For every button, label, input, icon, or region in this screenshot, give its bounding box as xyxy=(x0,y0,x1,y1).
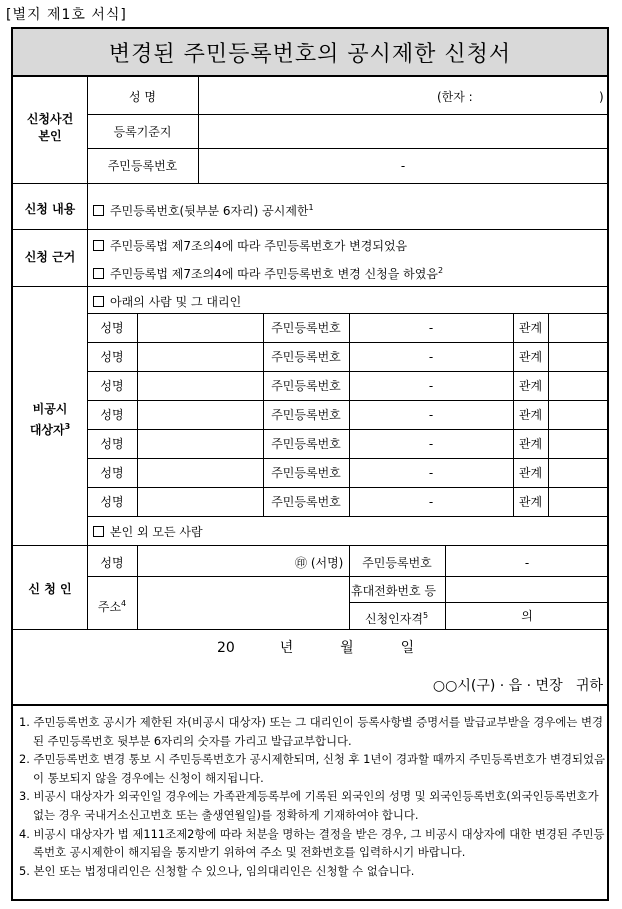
basis-item-2[interactable] xyxy=(93,264,443,281)
option-below-persons[interactable] xyxy=(93,295,241,309)
content-item-text: 주민등록번호(뒷부분 6자리) 공시제한 xyxy=(110,204,309,218)
nd-row-rrn-dash: - xyxy=(428,495,434,509)
nd-row-rrn-field[interactable] xyxy=(350,343,512,370)
rrn-field[interactable] xyxy=(199,149,607,182)
nd-row-name-label: 성명 xyxy=(100,321,124,335)
nd-row-relation-label: 관계 xyxy=(518,437,543,451)
form-number: [별지 제1호 서식] xyxy=(6,7,127,23)
nd-row-name-label: 성명 xyxy=(100,495,124,509)
nd-row-name-field[interactable] xyxy=(138,372,262,399)
option-below-text: 아래의 사람 및 그 대리인 xyxy=(110,295,242,309)
applicant-section-label: 신청사건 본인 xyxy=(26,112,74,143)
nd-row-relation-label: 관계 xyxy=(518,321,543,335)
nd-row-name-label: 성명 xyxy=(100,466,124,480)
nd-row-name-field[interactable] xyxy=(138,401,262,428)
nd-row-rrn-dash: - xyxy=(428,379,434,393)
name-field[interactable] xyxy=(199,78,429,114)
note-2: 2. 주민등록번호 변경 통보 시 주민등록번호가 공시제한되며, 신청 후 1년이 경과할 때까지 주민등록번호가 변경되었음이 통보되지 않을 경우에는 신청이 해지됩니다. xyxy=(19,752,605,785)
nd-row-name-field[interactable] xyxy=(138,459,262,486)
option-all-checkbox[interactable] xyxy=(93,526,104,537)
hanja-close: ) xyxy=(599,90,604,104)
requester-name-field[interactable] xyxy=(139,545,289,575)
nd-row-rrn-label: 주민등록번호 xyxy=(271,350,341,364)
nd-row-relation-label: 관계 xyxy=(518,466,543,480)
nd-row-relation-field[interactable] xyxy=(549,401,607,428)
note-3: 3. 비공시 대상자가 외국인일 경우에는 가족관계등록부에 기록된 외국인의 성명 및 외국인등록번호(외국인등록번호가 없는 경우 국내거소신고번호 또는 출생연월일)를 정확하게 기재하여야 합니다. xyxy=(19,789,599,822)
notes xyxy=(19,713,607,880)
nd-row-rrn-label: 주민등록번호 xyxy=(271,437,341,451)
date-line xyxy=(217,641,414,655)
nd-row-relation-field[interactable] xyxy=(549,372,607,399)
basis-item-1[interactable] xyxy=(93,239,407,253)
seal-signature: ㊞ (서명) xyxy=(295,556,344,570)
nd-row-relation-label: 관계 xyxy=(518,379,543,393)
date-day-label: 일 xyxy=(400,640,415,656)
nd-row-name-label: 성명 xyxy=(100,437,124,451)
nondisclosure-section-label: 비공시 대상자$^3$ xyxy=(29,402,71,437)
domicile-field[interactable] xyxy=(199,115,607,148)
note-ref-3: 3 xyxy=(64,422,71,431)
nd-row-name-label: 성명 xyxy=(100,408,124,422)
qualification-value: 의 xyxy=(521,609,533,623)
note-ref-1: 1 xyxy=(308,203,314,212)
note-5: 5. 본인 또는 법정대리인은 신청할 수 있으나, 임의대리인은 신청할 수 없습니다. xyxy=(19,863,415,878)
basis-item-1-text: 주민등록법 제7조의4에 따라 주민등록번호가 변경되었음 xyxy=(110,239,408,253)
nd-row-rrn-label: 주민등록번호 xyxy=(271,321,341,335)
nd-row-relation-label: 관계 xyxy=(518,350,543,364)
nd-row-relation-field[interactable] xyxy=(549,314,607,341)
nd-row-rrn-label: 주민등록번호 xyxy=(271,495,341,509)
nd-row-relation-label: 관계 xyxy=(518,408,543,422)
nd-row-rrn-field[interactable] xyxy=(350,401,512,428)
rrn-label: 주민등록번호 xyxy=(107,159,178,173)
basis-checkbox-1[interactable] xyxy=(93,240,104,251)
nd-row-rrn-dash: - xyxy=(428,408,434,422)
note-ref-2: 2 xyxy=(437,266,444,275)
note-4: 4. 비공시 대상자가 법 제111조제2항에 따라 처분을 명하는 결정을 받은 경우, 그 비공시 대상자에 대한 변경된 주민등록번호 공시제한이 해지됨을 통지받기 위하여 주소 및 전화번호를 입력하시기 바랍니다. xyxy=(19,826,605,860)
option-all-others[interactable] xyxy=(93,525,203,539)
rrn-dash: - xyxy=(400,159,406,173)
nd-row-rrn-field[interactable] xyxy=(350,488,512,515)
note-1: 1. 주민등록번호 공시가 제한된 자(비공시 대상자) 또는 그 대리인이 등록사항별 증명서를 발급교부받을 경우에는 변경된 주민등록번호 뒷부분 6자리의 숫자를 가리고 발급교부합니다. xyxy=(19,715,603,748)
nd-row-rrn-label: 주민등록번호 xyxy=(271,379,341,393)
hanja-label: (한자 : xyxy=(437,90,473,104)
nd-row-name-field[interactable] xyxy=(138,343,262,370)
content-section-label: 신청 내용 xyxy=(24,202,76,216)
note-ref-4: 4 xyxy=(121,599,127,608)
nd-row-name-field[interactable] xyxy=(138,488,262,515)
phone-label: 휴대전화번호 등 xyxy=(351,584,436,598)
nd-row-rrn-label: 주민등록번호 xyxy=(271,466,341,480)
application-form xyxy=(11,27,609,901)
name-label: 성 명 xyxy=(129,90,156,104)
phone-field[interactable] xyxy=(443,577,607,602)
form-title: 변경된 주민등록번호의 공시제한 신청서 xyxy=(13,29,607,77)
requester-address-label: 주소$^4$ xyxy=(97,599,127,614)
requester-rrn-label: 주민등록번호 xyxy=(362,556,432,570)
requester-rrn-dash: - xyxy=(524,556,530,570)
nd-row-name-label: 성명 xyxy=(100,379,124,393)
content-checkbox[interactable] xyxy=(93,205,104,216)
nd-row-rrn-field[interactable] xyxy=(350,372,512,399)
nd-row-rrn-dash: - xyxy=(428,321,434,335)
option-all-text: 본인 외 모든 사람 xyxy=(110,525,203,539)
basis-item-2-text: 주민등록법 제7조의4에 따라 주민등록번호 변경 신청을 하였음 xyxy=(110,267,438,281)
nd-row-relation-label: 관계 xyxy=(518,495,543,509)
requester-address-field[interactable] xyxy=(139,577,347,629)
recipient: ○○시(구) · 읍 · 면장 귀하 xyxy=(432,678,603,694)
nd-row-relation-field[interactable] xyxy=(549,430,607,457)
nd-row-rrn-label: 주민등록번호 xyxy=(271,408,341,422)
nd-row-name-field[interactable] xyxy=(138,430,262,457)
note-ref-5: 5 xyxy=(422,611,429,620)
domicile-label: 등록기준지 xyxy=(113,125,172,139)
date-month-label: 월 xyxy=(340,640,354,656)
nd-row-rrn-dash: - xyxy=(428,437,434,451)
qualification-label: 신청인자격$^5$ xyxy=(365,611,429,626)
nd-row-rrn-dash: - xyxy=(428,350,434,364)
nd-row-rrn-field[interactable] xyxy=(350,430,512,457)
date-year-label: 년 xyxy=(279,640,294,656)
content-item[interactable] xyxy=(93,201,314,218)
basis-checkbox-2[interactable] xyxy=(93,268,104,279)
nd-row-relation-field[interactable] xyxy=(549,488,607,515)
basis-section-label: 신청 근거 xyxy=(24,250,76,264)
nd-row-rrn-field[interactable] xyxy=(350,314,512,341)
date-year-prefix: 20 xyxy=(217,640,235,656)
requester-name-label: 성명 xyxy=(100,556,124,570)
nd-row-name-label: 성명 xyxy=(100,350,124,364)
nd-row-relation-field[interactable] xyxy=(549,343,607,370)
nd-row-rrn-field[interactable] xyxy=(350,459,512,486)
option-below-checkbox[interactable] xyxy=(93,296,104,307)
nd-row-rrn-dash: - xyxy=(428,466,434,480)
requester-section-label: 신 청 인 xyxy=(28,582,72,596)
nd-row-relation-field[interactable] xyxy=(549,459,607,486)
nd-row-name-field[interactable] xyxy=(138,314,262,341)
